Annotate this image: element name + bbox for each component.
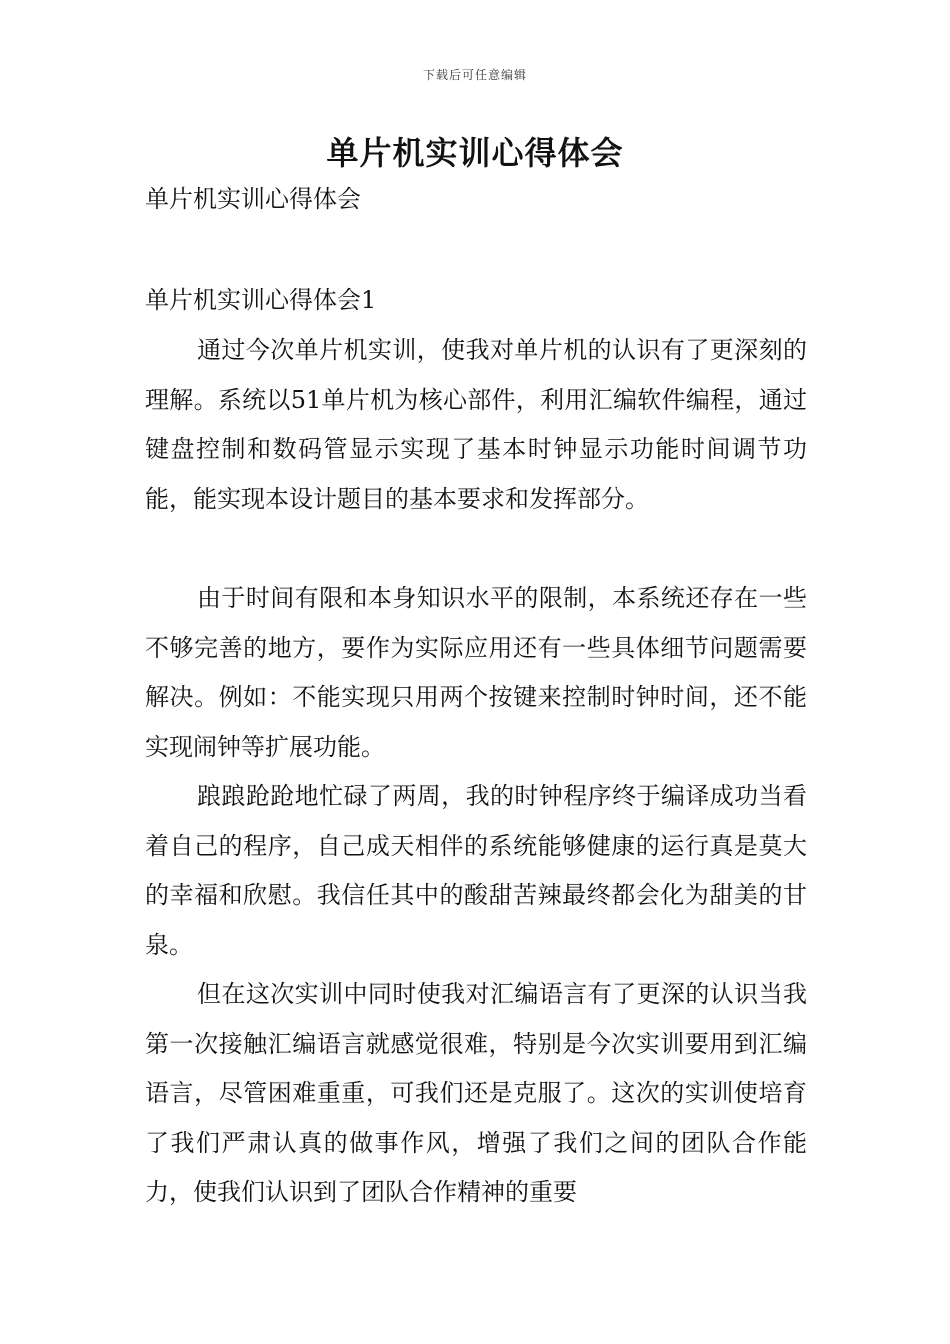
paragraph-1: 通过今次单片机实训，使我对单片机的认识有了更深刻的理解。系统以51单片机为核心部件，利用汇编软件编程，通过键盘控制和数码管显示实现了基本时钟显示功能时间调节功能，能实现本设计题目的基本要求和发挥部分。	[145, 336, 807, 513]
header-note: 下载后可任意编辑	[422, 68, 527, 82]
paragraph-2: 由于时间有限和本身知识水平的限制，本系统还存在一些不够完善的地方，要作为实际应用还有一些具体细节问题需要解决。例如：不能实现只用两个按键来控制时钟时间，还不能实现闹钟等扩展功能。	[145, 584, 807, 761]
document-title: 单片机实训心得体会	[326, 134, 624, 172]
document-subtitle: 单片机实训心得体会	[145, 185, 361, 213]
paragraph-3: 踉踉跄跄地忙碌了两周，我的时钟程序终于编译成功当看着自己的程序，自己成天相伴的系统能够健康的运行真是莫大的幸福和欣慰。我信任其中的酸甜苦辣最终都会化为甜美的甘泉。	[145, 782, 807, 959]
paragraph-4: 但在这次实训中同时使我对汇编语言有了更深的认识当我第一次接触汇编语言就感觉很难，特别是今次实训要用到汇编语言，尽管困难重重，可我们还是克服了。这次的实训使培育了我们严肃认真的做事作风，增强了我们之间的团队合作能力，使我们认识到了团队合作精神的重要	[145, 980, 807, 1206]
section-heading: 单片机实训心得体会1	[145, 286, 377, 314]
